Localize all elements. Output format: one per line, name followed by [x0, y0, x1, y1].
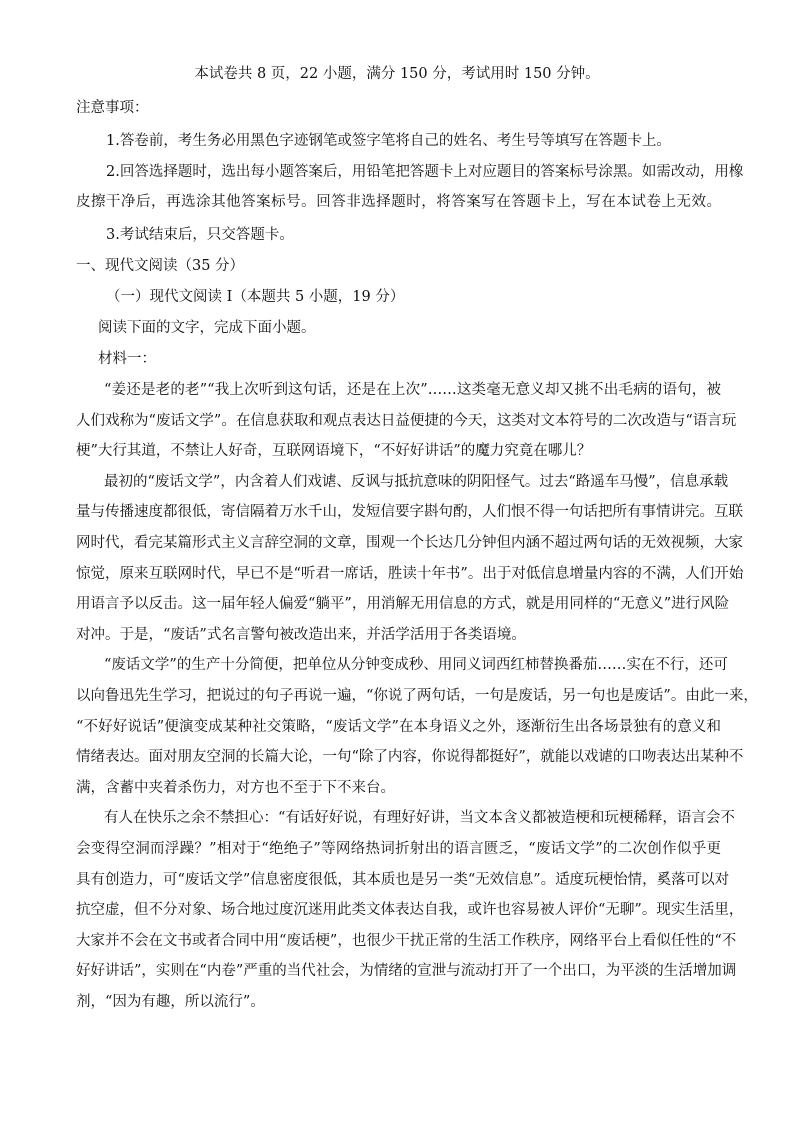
paragraph-1-line-1: “姜还是老的老”“我上次听到这句话，还是在上次”……这类毫无意义却又挑不出毛病的语句，被 [104, 382, 721, 398]
paragraph-2-line-1: 最初的“废话文学”，内含着人们戏谑、反讽与抵抗意味的阴阳怪气。过去“路遥车马慢”，信息承载 [104, 474, 729, 490]
material-label: 材料一： [98, 351, 156, 367]
paragraph-3-line-5: 满，含蓄中夹着杀伤力，对方也不至于下不来台。 [76, 780, 395, 796]
paragraph-2-line-2: 量与传播速度都很低，寄信隔着万水千山，发短信要字斟句酌，人们恨不得一句话把所有事情讲完。互联 [76, 504, 743, 520]
paragraph-2-line-4: 惊觉，原来互联网时代，早已不是“听君一席话，胜读十年书”。出于对低信息增量内容的不满，人们开始 [76, 566, 744, 582]
paragraph-2-line-3: 网时代，看完某篇形式主义言辞空洞的文章，围观一个长达几分钟但内涵不超过两句话的无效视频，大家 [76, 535, 743, 551]
paragraph-3-line-3: “不好好说话”便演变成某种社交策略，“废话文学”在本身语义之外，逐渐衍生出各场景独有的意义和 [76, 719, 721, 735]
notice-title: 注意事项： [76, 100, 149, 116]
paragraph-4-line-4: 抗空虚，但不分对象、场合地过度沉迷用此类文体表达自我，或许也容易被人评价“无聊”。现实生活里， [76, 902, 744, 918]
paragraph-3-line-1: “废话文学”的生产十分简便，把单位从分钟变成秒、用同义词西红柿替换番茄……实在不行，还可 [104, 657, 728, 673]
notice-item-1: 1.答卷前，考生务必用黑色字迹钢笔或签字笔将自己的姓名、考生号等填写在答题卡上。 [106, 133, 671, 149]
paragraph-1-line-2: 人们戏称为“废话文学”。在信息获取和观点表达日益便捷的今天，这类对文本符号的二次改造与“语言玩 [76, 413, 737, 429]
reading-instruction: 阅读下面的文字，完成下面小题。 [98, 320, 316, 336]
paragraph-4-line-1: 有人在快乐之余不禁担心：“有话好好说，有理好好讲，当文本含义都被造梗和玩梗稀释，语言会不 [104, 810, 735, 826]
paragraph-4-line-5: 大家并不会在文书或者合同中用“废话梗”，也很少干扰正常的生活工作秩序，网络平台上看似任性的“不 [76, 933, 737, 949]
paragraph-2-line-6: 对冲。于是，“废话”式名言警句被改造出来，并活学活用于各类语境。 [76, 627, 526, 643]
notice-item-2-cont: 皮擦干净后，再选涂其他答案标号。回答非选择题时，将答案写在答题卡上，写在本试卷上无效。 [76, 194, 721, 210]
subsection-heading: （一）现代文阅读 I（本题共 5 小题，19 分） [106, 289, 405, 305]
paragraph-3-line-2: 以向鲁迅先生学习，把说过的句子再说一遍，“你说了两句话，一句是废话，另一句也是废话”。由此一来， [76, 688, 758, 704]
notice-item-2: 2.回答选择题时，选出每小题答案后，用铅笔把答题卡上对应题目的答案标号涂黑。如需改动，用橡 [106, 164, 744, 180]
paragraph-4-line-2: 会变得空洞而浮躁？”相对于“绝绝子”等网络热词折射出的语言匮乏，“废话文学”的二次创作似乎更 [76, 841, 721, 857]
paragraph-3-line-4: 情绪表达。面对朋友空洞的长篇大论，一句“除了内容，你说得都挺好”，就能以戏谑的口吻表达出某种不 [76, 749, 744, 765]
section-heading: 一、现代文阅读（35 分） [76, 258, 245, 274]
paragraph-4-line-7: 剂，“因为有趣，所以流行”。 [76, 994, 265, 1010]
notice-item-3: 3.考试结束后，只交答题卡。 [106, 227, 294, 243]
paragraph-4-line-6: 好好讲话”，实则在“内卷”严重的当代社会，为情绪的宣泄与流动打开了一个出口，为平淡的生活增加调 [76, 963, 737, 979]
paragraph-4-line-3: 具有创造力，可“废话文学”信息密度很低，其本质也是另一类“无效信息”。适度玩梗怡情，奚落可以对 [76, 872, 730, 888]
exam-header: 本试卷共 8 页，22 小题，满分 150 分，考试用时 150 分钟。 [194, 66, 600, 82]
paragraph-2-line-5: 用语言予以反击。这一届年轻人偏爱“躺平”，用消解无用信息的方式，就是用同样的“无意义”进行风险 [76, 596, 730, 612]
paragraph-1-line-3: 梗”大行其道，不禁让人好奇，互联网语境下，“不好好讲话”的魔力究竟在哪儿？ [76, 443, 592, 459]
